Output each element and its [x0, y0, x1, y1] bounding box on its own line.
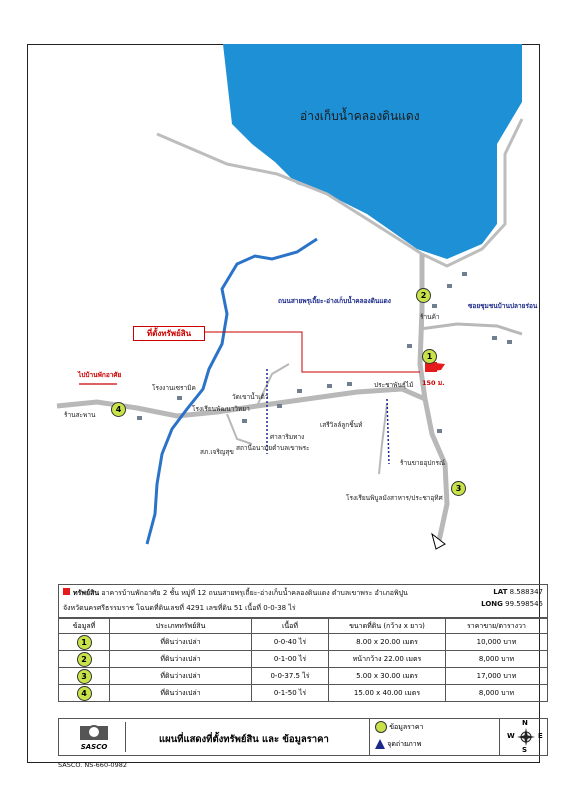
cell-size: หน้ากว้าง 22.00 เมตร [329, 651, 446, 668]
col-price: ราคาขาย/ตารางวา [446, 619, 548, 634]
compass-e: E [538, 732, 543, 740]
reservoir-label: อ่างเก็บน้ำคลองดินแดง [300, 109, 420, 123]
compass-s: S [522, 746, 528, 754]
col-type: ประเภททรัพย์สิน [110, 619, 252, 634]
lat-label: LAT [493, 588, 508, 596]
place-health: สถานีอนามัยตำบลเขาพระ [236, 444, 310, 452]
photo-point-icon [375, 739, 385, 749]
price-marker-icon [375, 721, 387, 733]
info-prefix: ทรัพย์สิน [73, 589, 100, 597]
row-marker: 3 [77, 669, 92, 684]
table-row [59, 668, 548, 685]
cell-area: 0-1-00 ไร่ [252, 651, 329, 668]
cell-price: 8,000 บาท [446, 685, 548, 702]
cell-size: 5.00 x 30.00 เมตร [329, 668, 446, 685]
place-shop-right: ร้านขายอุปกรณ์ [400, 459, 445, 467]
place-shop-mid: เสรีวิลล์ลูกชิ้นท์ [320, 421, 363, 429]
cell-size: 8.00 x 20.00 เมตร [329, 634, 446, 651]
price-marker-1[interactable]: 1 [422, 349, 437, 364]
sasco-logo [63, 722, 126, 752]
price-marker-2[interactable]: 2 [416, 288, 431, 303]
place-shop-top: ร้านค้า [420, 313, 440, 321]
cell-type: ที่ดินว่างเปล่า [110, 651, 252, 668]
cell-type: ที่ดินว่างเปล่า [110, 668, 252, 685]
price-marker-4[interactable]: 4 [111, 402, 126, 417]
place-factory: โรงงานเซรามิค [152, 384, 196, 392]
property-info [58, 584, 548, 618]
col-area: เนื้อที่ [252, 619, 329, 634]
legend-item1-label: ข้อมูลราคา [389, 723, 424, 731]
footer-code: SASCO. NS-660-0982 [58, 761, 127, 769]
road-label-main: ถนนสายพรุเถี้ยะ-อ่างเก็บน้ำคลองดินแดง [278, 297, 391, 305]
long-value: 99.598545 [505, 600, 543, 608]
lat-value: 8.588347 [509, 588, 543, 596]
price-table [58, 618, 548, 702]
site-label-box: ที่ตั้งทรัพย์สิน [133, 326, 205, 341]
logo-icon [74, 722, 114, 742]
place-police: สภ.เจริญสุข [200, 448, 234, 456]
cell-type: ที่ดินว่างเปล่า [110, 634, 252, 651]
place-pavilion: ศาลาริมทาง [270, 433, 305, 441]
long-label: LONG [481, 600, 503, 608]
cell-price: 10,000 บาท [446, 634, 548, 651]
legend-box [58, 718, 548, 756]
cell-area: 0-0-40 ไร่ [252, 634, 329, 651]
table-row [59, 685, 548, 702]
place-school: โรงเรียนพัฒนาวิทยา [192, 405, 250, 413]
compass-w: W [507, 732, 515, 740]
row-marker: 1 [77, 635, 92, 650]
branch-road [420, 324, 522, 334]
table-row [59, 634, 548, 651]
col-size: ขนาดที่ดิน (กว้าง x ยาว) [329, 619, 446, 634]
site-legend-square [63, 588, 70, 595]
legend-item2-label: จุดถ่ายภาพ [387, 740, 422, 748]
map-canvas [27, 44, 540, 584]
row-marker: 4 [77, 686, 92, 701]
to-village-label: ไปบ้านพักอาศัย [78, 371, 122, 379]
place-temple: วัดเขาน้ำเต้า [232, 393, 269, 401]
cell-size: 15.00 x 40.00 เมตร [329, 685, 446, 702]
row-marker: 2 [77, 652, 92, 667]
legend-title: แผนที่แสดงที่ตั้งทรัพย์สิน และ ข้อมูลราคา [159, 734, 329, 745]
distance-label: 150 ม. [422, 379, 445, 387]
cell-price: 17,000 บาท [446, 668, 548, 685]
place-school-right: โรงเรียนพิบูลมังสาหาร/ประชาอุทิศ [346, 494, 443, 502]
legend-item-photo [375, 739, 421, 750]
info-line1: อาคารบ้านพักอาศัย 2 ชั้น หมู่ที่ 12 ถนนสายพรุเถี้ยะ-อ่างเก็บน้ำคลองดินแดง ตำบลเขาพระ อำเภอพิปูน [101, 589, 408, 597]
table-header-row [59, 619, 548, 634]
cell-type: ที่ดินว่างเปล่า [110, 685, 252, 702]
cell-price: 8,000 บาท [446, 651, 548, 668]
place-pracha: ประชาพันธุ์ไม้ [374, 381, 414, 389]
place-shop-left: ร้านสะพาน [64, 411, 96, 419]
compass [507, 719, 545, 755]
table-row [59, 651, 548, 668]
reservoir-area [223, 44, 522, 259]
cell-area: 0-0-37.5 ไร่ [252, 668, 329, 685]
compass-rose-icon [516, 727, 536, 747]
cell-area: 0-1-50 ไร่ [252, 685, 329, 702]
info-line2: จังหวัดนครศรีธรรมราช โฉนดที่ดินเลขที่ 4291 เลขที่ดิน 51 เนื้อที่ 0-0-38 ไร่ [63, 604, 296, 612]
logo-text: SASCO [80, 743, 108, 751]
legend-item-price [375, 721, 423, 733]
compass-n: N [522, 719, 528, 727]
price-marker-3[interactable]: 3 [451, 481, 466, 496]
road-label-soi: ซอยชุมชนบ้านปลายร่อน [468, 302, 538, 310]
col-no: ข้อมูลที่ [59, 619, 110, 634]
